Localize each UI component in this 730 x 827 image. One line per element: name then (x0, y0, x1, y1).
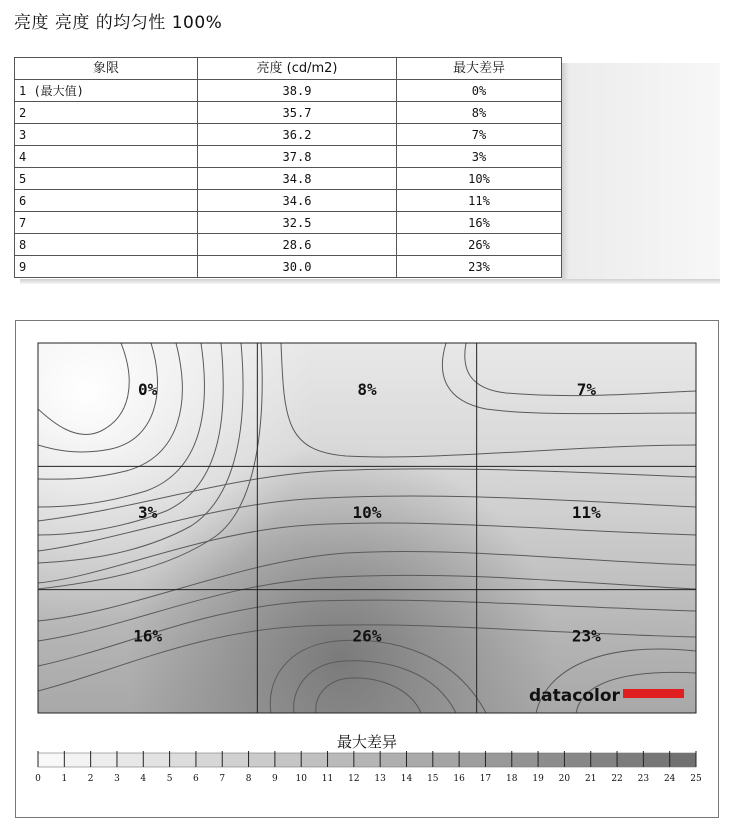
scale-segment (538, 753, 564, 767)
scale-segment (222, 753, 248, 767)
scale-segment (143, 753, 169, 767)
scale-tick-label: 8 (245, 774, 252, 784)
table-row (15, 212, 562, 234)
table-row (15, 146, 562, 168)
logo-text: datacolor (529, 686, 620, 706)
table-shadow-bottom (20, 279, 720, 284)
color-scale (35, 751, 702, 784)
luminance-cell: 35.7 (198, 102, 397, 124)
scale-tick-label: 16 (453, 774, 465, 784)
scale-tick-label: 22 (611, 774, 623, 784)
cell-label: 7% (576, 379, 596, 399)
scale-tick-label: 0 (35, 774, 41, 784)
scale-segment (459, 753, 485, 767)
luminance-cell: 34.6 (198, 190, 397, 212)
scale-segment (670, 753, 696, 767)
uniformity-heatmap-panel (15, 320, 719, 818)
table-row (15, 256, 562, 278)
scale-segment (643, 753, 669, 767)
uniformity-table-container (14, 57, 562, 279)
scale-segment (328, 753, 354, 767)
scale-segment (406, 753, 432, 767)
scale-tick-label: 9 (272, 774, 278, 784)
scale-segment (354, 753, 380, 767)
scale-tick-label: 12 (348, 774, 360, 784)
cell-label: 23% (571, 626, 601, 646)
cell-label: 26% (352, 626, 382, 646)
cell-label: 10% (352, 503, 382, 523)
scale-tick-label: 23 (637, 774, 650, 784)
uniformity-table (14, 57, 562, 278)
luminance-cell: 38.9 (198, 80, 397, 102)
scale-segment (249, 753, 275, 767)
scale-segment (433, 753, 459, 767)
diff-cell: 3% (397, 146, 562, 168)
scale-segment (170, 753, 196, 767)
luminance-cell: 37.8 (198, 146, 397, 168)
scale-tick-label: 20 (558, 774, 571, 784)
scale-tick-label: 18 (506, 774, 518, 784)
scale-tick-label: 24 (663, 774, 676, 784)
scale-title: 最大差异 (336, 733, 398, 751)
scale-segment (117, 753, 143, 767)
luminance-cell: 36.2 (198, 124, 397, 146)
diff-cell: 26% (397, 234, 562, 256)
table-header-row (15, 58, 562, 80)
page-title: 亮度 亮度 的均匀性 100% (14, 13, 223, 33)
luminance-cell: 32.5 (198, 212, 397, 234)
scale-segment (64, 753, 90, 767)
scale-tick-label: 1 (61, 774, 68, 784)
scale-segment (275, 753, 301, 767)
table-row (15, 190, 562, 212)
diff-cell: 10% (397, 168, 562, 190)
quadrant-cell: 9 (15, 256, 198, 278)
cell-label: 11% (571, 503, 601, 523)
cell-label: 0% (138, 379, 158, 399)
scale-segment (91, 753, 117, 767)
scale-tick-label: 25 (690, 774, 702, 784)
quadrant-cell: 6 (15, 190, 198, 212)
cell-label: 16% (133, 626, 163, 646)
scale-segment (196, 753, 222, 767)
quadrant-cell: 2 (15, 102, 198, 124)
quadrant-cell: 4 (15, 146, 198, 168)
table-row (15, 124, 562, 146)
header-luminance: 亮度 (cd/m2) (198, 58, 397, 80)
scale-segment (380, 753, 406, 767)
scale-segment (38, 753, 64, 767)
scale-tick-label: 14 (400, 774, 413, 784)
quadrant-cell: 7 (15, 212, 198, 234)
scale-tick-label: 6 (193, 774, 199, 784)
header-max-diff: 最大差异 (397, 58, 562, 80)
scale-tick-label: 7 (219, 774, 226, 784)
scale-tick-label: 17 (479, 774, 492, 784)
quadrant-cell: 1 (最大值) (15, 80, 198, 102)
luminance-cell: 34.8 (198, 168, 397, 190)
table-shadow (562, 63, 720, 281)
table-row (15, 80, 562, 102)
uniformity-heatmap (16, 321, 718, 817)
scale-segment (512, 753, 538, 767)
diff-cell: 0% (397, 80, 562, 102)
scale-tick-label: 21 (584, 774, 597, 784)
scale-tick-label: 19 (532, 774, 544, 784)
diff-cell: 16% (397, 212, 562, 234)
scale-tick-label: 15 (427, 774, 439, 784)
scale-tick-label: 10 (295, 774, 307, 784)
quadrant-cell: 8 (15, 234, 198, 256)
diff-cell: 23% (397, 256, 562, 278)
header-quadrant: 象限 (15, 58, 198, 80)
diff-cell: 8% (397, 102, 562, 124)
scale-tick-label: 5 (166, 774, 173, 784)
scale-segment (591, 753, 617, 767)
table-row (15, 234, 562, 256)
scale-segment (301, 753, 327, 767)
scale-tick-label: 2 (87, 774, 94, 784)
logo-bar (623, 689, 684, 698)
cell-label: 8% (357, 379, 377, 399)
scale-tick-label: 3 (114, 774, 120, 784)
scale-tick-label: 13 (374, 774, 386, 784)
scale-tick-label: 11 (321, 774, 334, 784)
luminance-cell: 30.0 (198, 256, 397, 278)
cell-label: 3% (138, 503, 158, 523)
diff-cell: 11% (397, 190, 562, 212)
quadrant-cell: 5 (15, 168, 198, 190)
diff-cell: 7% (397, 124, 562, 146)
table-row (15, 168, 562, 190)
scale-segment (564, 753, 590, 767)
scale-tick-label: 4 (140, 774, 147, 784)
scale-segment (485, 753, 511, 767)
luminance-cell: 28.6 (198, 234, 397, 256)
table-row (15, 102, 562, 124)
quadrant-cell: 3 (15, 124, 198, 146)
scale-segment (617, 753, 643, 767)
